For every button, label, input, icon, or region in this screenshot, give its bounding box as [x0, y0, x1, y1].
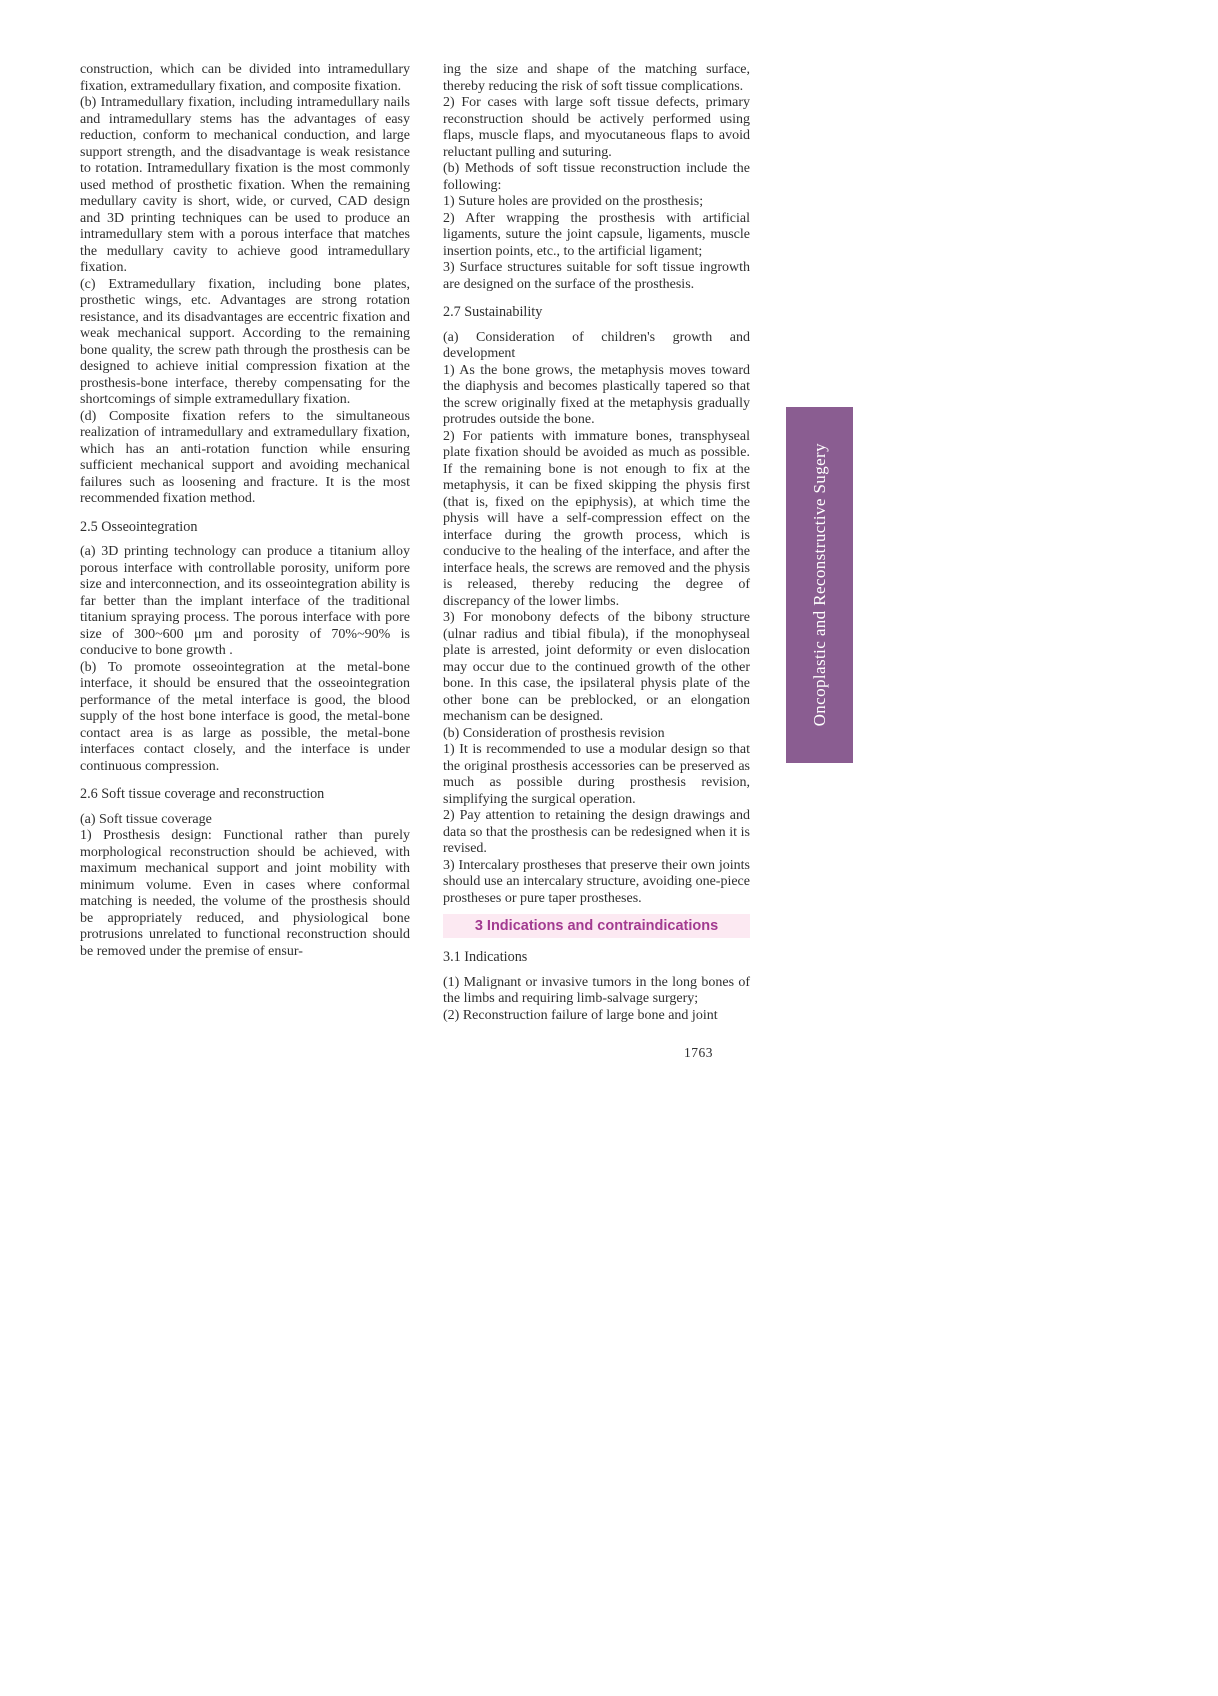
section-heading-sustainability: 2.7 Sustainability: [443, 304, 543, 320]
paragraph: 2) After wrapping the prosthesis with artificial ligaments, suture the joint capsule, ligaments, muscle insertion points, etc., to the artificial ligament;: [443, 210, 750, 259]
paragraph: 3) For monobony defects of the bibony structure (ulnar radius and tibial fibula), if the monophyseal plate is arrested, joint deformity or even dislocation may occur due to the continued growth of the other bone. In this case, the ipsilateral physis plate of the other bone can be preblocked, or an elongation mechanism can be designed.: [443, 610, 750, 724]
paragraph: 3) Intercalary prostheses that preserve their own joints should use an intercalary structure, avoiding one-piece prostheses or pure taper prostheses.: [443, 857, 750, 906]
paragraph: construction, which can be divided into intramedullary fixation, extramedullary fixation, and composite fixation.: [80, 62, 410, 94]
paragraph: 1) As the bone grows, the metaphysis moves toward the diaphysis and becomes plastically tapered so that the screw originally fixed at the metaphysis gradually protrudes outside the bone.: [443, 362, 750, 427]
section-heading-indications: 3.1 Indications: [443, 949, 528, 965]
chapter-tab: [786, 407, 853, 763]
left-column: [80, 62, 410, 960]
paragraph: (d) Composite fixation refers to the simultaneous realization of intramedullary and extramedullary fixation, which has an anti-rotation function while ensuring sufficient mechanical support and avoiding mechanical failures such as loosening and fracture. It is the most recommended fixation method.: [80, 408, 410, 506]
paragraph: (a) Soft tissue coverage: [80, 811, 212, 827]
section-heading-band-indications: 3 Indications and contraindications: [443, 914, 750, 938]
paragraph: 2) Pay attention to retaining the design drawings and data so that the prosthesis can be redesigned when it is revised.: [443, 808, 750, 856]
right-column: [443, 62, 750, 1024]
paragraph: (b) Methods of soft tissue reconstruction include the following:: [443, 161, 750, 193]
paragraph: 3) Surface structures suitable for soft tissue ingrowth are designed on the surface of the prosthesis.: [443, 260, 750, 292]
paragraph: (2) Reconstruction failure of large bone and joint: [443, 1007, 718, 1023]
section-heading-soft-tissue: 2.6 Soft tissue coverage and reconstruction: [80, 786, 325, 802]
paragraph: 1) It is recommended to use a modular design so that the original prosthesis accessories can be preserved as much as possible during prosthesis revision, simplifying the surgical operation.: [443, 742, 750, 807]
paragraph: (1) Malignant or invasive tumors in the long bones of the limbs and requiring limb-salvage surgery;: [443, 974, 750, 1006]
paragraph: 2) For patients with immature bones, transphyseal plate fixation should be avoided as much as possible. If the remaining bone is not enough to fix at the metaphysis, it can be fixed skipping the physis first (that is, fixed on the epiphysis), at which time the physis will have a self-compression effect on the interface during the growth process, which is conducive to the healing of the interface, and after the interface heals, the screws are removed and the physis is released, thereby reducing the degree of discrepancy of the lower limbs.: [443, 428, 750, 609]
paragraph: (a) 3D printing technology can produce a titanium alloy porous interface with controllable porosity, uniform pore size and interconnection, and its osseointegration ability is far better than the implant interface of the traditional titanium spraying process. The porous interface with pore size of 300~600 μm and porosity of 70%~90% is conducive to bone growth .: [80, 544, 410, 658]
paragraph: (b) To promote osseointegration at the metal-bone interface, it should be ensured that the osseointegration performance of the metal interface is good, the blood supply of the host bone interface is good, the metal-bone contact area is as large as possible, the metal-bone interfaces contact closely, and the interface is under continuous compression.: [80, 659, 410, 774]
paragraph: (a) Consideration of children's growth and development: [443, 329, 750, 361]
paragraph: 1) Prosthesis design: Functional rather than purely morphological reconstruction should be achieved, with maximum mechanical support and joint mobility with minimum volume. Even in cases where conformal matching is needed, the volume of the prosthesis should be appropriately reduced, and physiological bone protrusions unrelated to functional reconstruction should be removed under the premise of ensur-: [80, 828, 410, 959]
paragraph: ing the size and shape of the matching surface, thereby reducing the risk of soft tissue complications.: [443, 62, 750, 94]
paragraph: (b) Intramedullary fixation, including intramedullary nails and intramedullary stems has the advantages of easy reduction, conform to mechanical conduction, and large support strength, and the disadvantage is weak resistance to rotation. Intramedullary fixation is the most commonly used method of prosthetic fixation. When the remaining medullary cavity is short, wide, or curved, CAD design and 3D printing techniques can be used to produce an intramedullary stem with a porous interface that matches the medullary cavity to achieve good intramedullary fixation.: [80, 95, 410, 275]
paragraph: 2) For cases with large soft tissue defects, primary reconstruction should be actively performed using flaps, muscle flaps, and myocutaneous flaps to avoid reluctant pulling and suturing.: [443, 95, 750, 160]
paragraph: 1) Suture holes are provided on the prosthesis;: [443, 194, 704, 209]
section-heading-osseointegration: 2.5 Osseointegration: [80, 518, 198, 535]
page-number: 1763: [684, 1045, 713, 1060]
chapter-tab-label: Oncoplastic and Reconstructive Sugery: [809, 443, 829, 727]
paragraph: (b) Consideration of prosthesis revision: [443, 725, 665, 741]
paragraph: (c) Extramedullary fixation, including bone plates, prosthetic wings, etc. Advantages are strong rotation resistance, and its disadvantages are eccentric fixation and weak mechanical support. According to the remaining bone quality, the screw path through the prosthesis can be designed to achieve initial compression fixation at the prosthesis-bone interface, thereby compensating for the shortcomings of simple extramedullary fixation.: [80, 276, 410, 407]
